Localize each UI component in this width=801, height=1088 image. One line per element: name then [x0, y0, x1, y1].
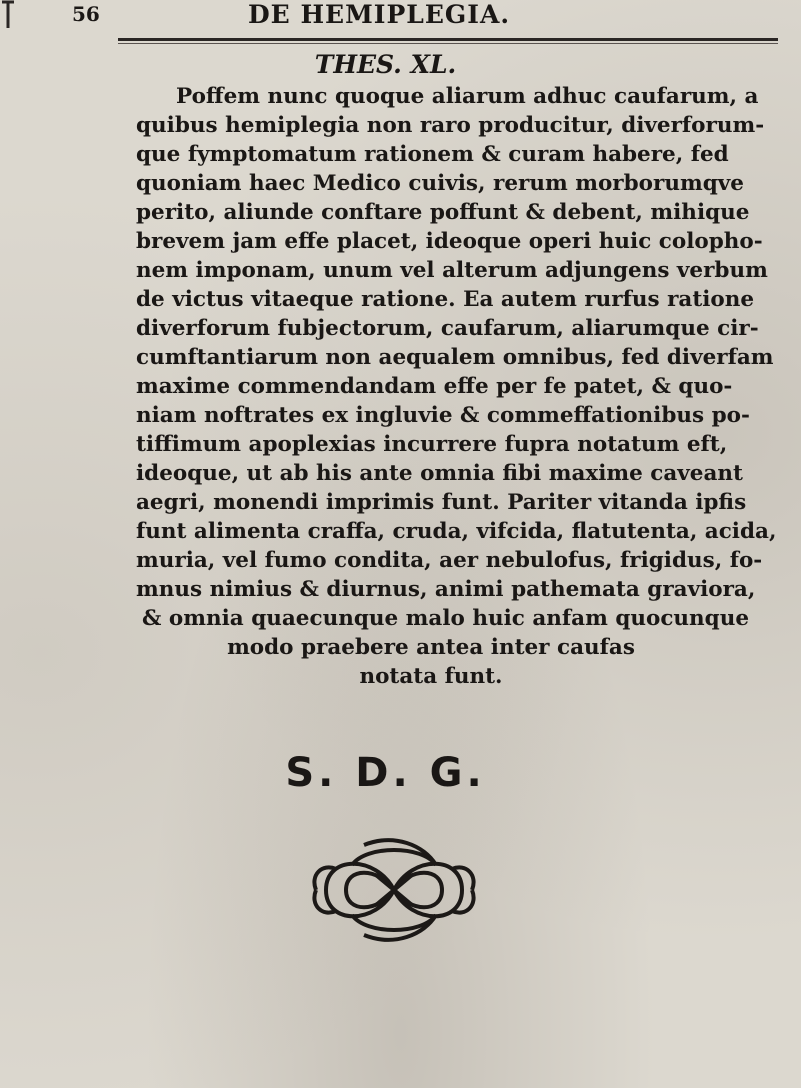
thesis-title: THES. XL.: [314, 50, 457, 79]
text-line: muria, vel fumo condita, aer nebulofus, frigidus, fo-: [136, 548, 763, 573]
running-head: DE HEMIPLEGIA.: [248, 0, 511, 29]
text-line: funt alimenta craffa, cruda, vifcida, flatutenta, acida,: [136, 519, 777, 544]
text-line: quibus hemiplegia non raro producitur, diverforum-: [136, 113, 765, 138]
corner-mark-icon: [0, 0, 18, 30]
text-line: aegri, monendi imprimis funt. Pariter vitanda ipfis: [136, 490, 747, 515]
text-line: niam noftrates ex ingluvie & commeffationibus po-: [136, 403, 750, 428]
text-line: nem imponam, unum vel alterum adjungens verbum: [136, 258, 768, 283]
text-line: notata funt.: [359, 664, 503, 689]
text-line: & omnia quaecunque malo huic anfam quocunque: [142, 606, 750, 631]
text-line: maxime commendandam effe per fe patet, & quo-: [136, 374, 733, 399]
page-number: 56: [72, 2, 100, 26]
text-line: cumftantiarum non aequalem omnibus, fed diverfam: [136, 345, 774, 370]
text-line: modo praebere antea inter caufas: [227, 635, 635, 660]
text-line: perito, aliunde conftare poffunt & debent, mihique: [136, 200, 750, 225]
text-line: brevem jam effe placet, ideoque operi huic colopho-: [136, 229, 763, 254]
text-line: de victus vitaeque ratione. Ea autem rurfus ratione: [136, 287, 755, 312]
header-rule-thin: [118, 43, 778, 44]
body-text: [136, 82, 777, 691]
text-line: quoniam haec Medico cuivis, rerum morborumqve: [136, 171, 744, 196]
text-line: ideoque, ut ab his ante omnia fibi maxime caveant: [136, 461, 743, 486]
header-rule: [118, 38, 778, 41]
knot-ornament-icon: [306, 835, 482, 945]
signature-sdg: S. D. G.: [285, 750, 486, 796]
text-line: mnus nimius & diurnus, animi pathemata graviora,: [136, 577, 756, 602]
text-line: tiffimum apoplexias incurrere fupra notatum eft,: [136, 432, 728, 457]
page-header: [0, 0, 801, 40]
text-line: que fymptomatum rationem & curam habere, fed: [136, 142, 729, 167]
text-line: diverforum fubjectorum, caufarum, aliarumque cir-: [136, 316, 759, 341]
text-line: Poffem nunc quoque aliarum adhuc caufarum, a: [176, 84, 759, 109]
